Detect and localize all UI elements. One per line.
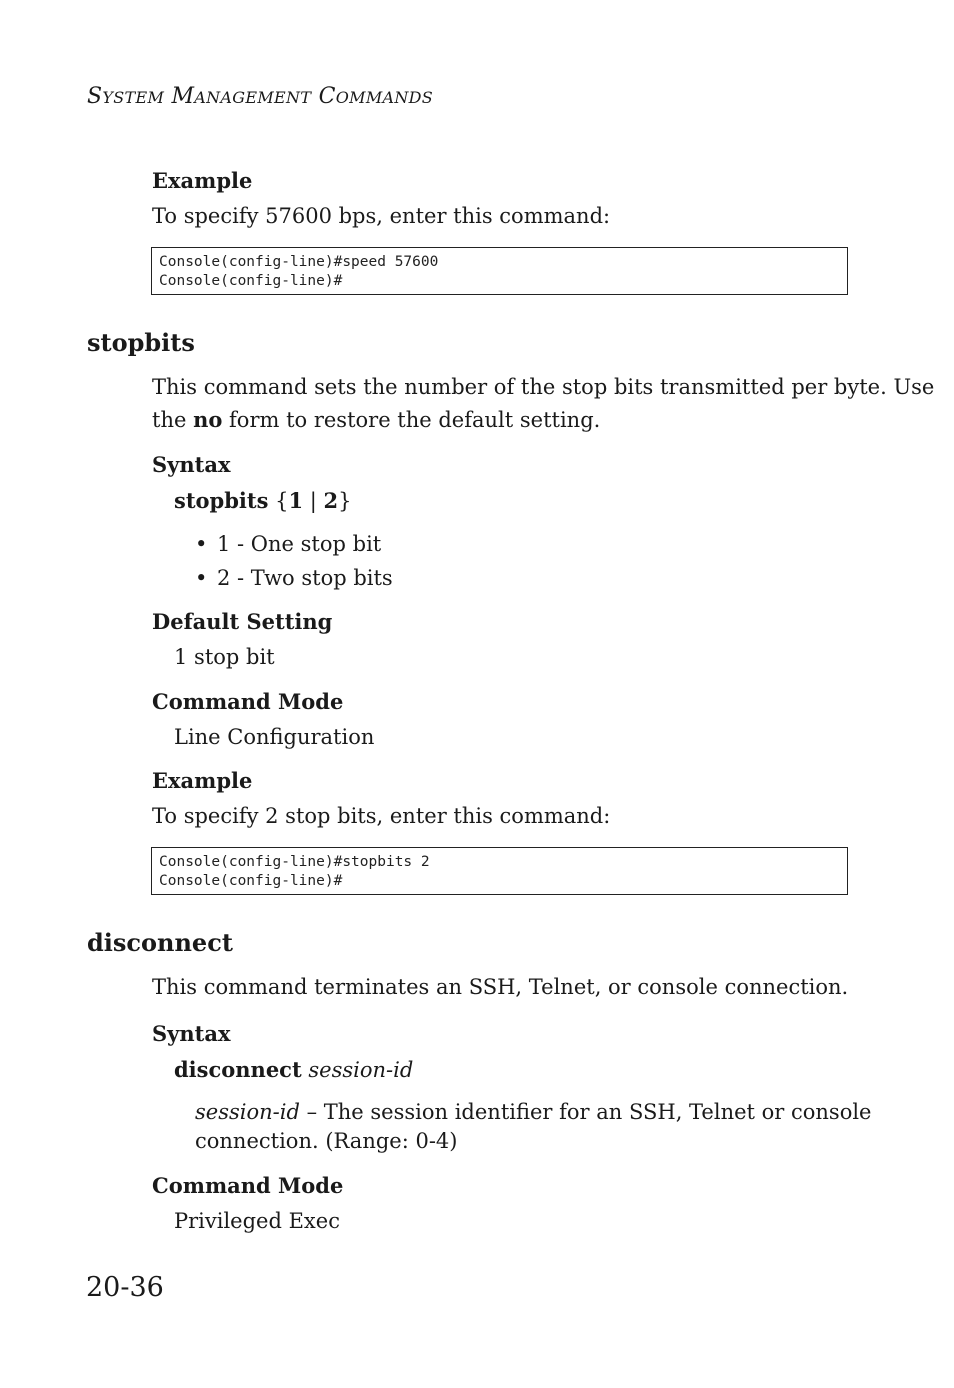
running-head: SYSTEM MANAGEMENT COMMANDS	[87, 84, 434, 109]
example-text: To specify 57600 bps, enter this command:	[152, 204, 611, 228]
command-mode-heading: Command Mode	[152, 689, 344, 714]
example-text: To specify 2 stop bits, enter this command:	[152, 804, 611, 828]
stopbits-description-line-1: This command sets the number of the stop bits transmitted per byte. Use	[152, 375, 935, 399]
disconnect-description: This command terminates an SSH, Telnet, or console connection.	[152, 975, 849, 999]
command-mode-value: Privileged Exec	[174, 1209, 340, 1233]
syntax-heading: Syntax	[152, 452, 231, 477]
page-number: 20-36	[86, 1272, 164, 1303]
section-title-disconnect: disconnect	[87, 928, 233, 957]
stopbits-syntax: stopbits {1 | 2}	[174, 488, 352, 513]
list-item: • 1 - One stop bit	[195, 532, 382, 556]
command-mode-value: Line Configuration	[174, 725, 375, 749]
code-line: Console(config-line)#	[159, 273, 343, 289]
default-setting-value: 1 stop bit	[174, 645, 275, 669]
list-item: • 2 - Two stop bits	[195, 566, 393, 590]
code-line: Console(config-line)#	[159, 873, 343, 889]
stopbits-description-line-2: the no form to restore the default setting.	[152, 407, 601, 432]
default-setting-heading: Default Setting	[152, 609, 333, 634]
disconnect-syntax: disconnect session-id	[174, 1057, 414, 1082]
code-line: Console(config-line)#speed 57600	[159, 254, 439, 270]
code-line: Console(config-line)#stopbits 2	[159, 854, 430, 870]
syntax-heading: Syntax	[152, 1021, 231, 1046]
example-heading: Example	[152, 768, 253, 793]
example-heading: Example	[152, 168, 253, 193]
command-mode-heading: Command Mode	[152, 1173, 344, 1198]
code-example-stopbits	[151, 847, 848, 895]
section-title-stopbits: stopbits	[87, 328, 195, 357]
parameter-description-line-2: connection. (Range: 0-4)	[195, 1129, 458, 1153]
parameter-description-line-1: session-id – The session identifier for an SSH, Telnet or console	[195, 1100, 872, 1124]
code-example-speed	[151, 247, 848, 295]
